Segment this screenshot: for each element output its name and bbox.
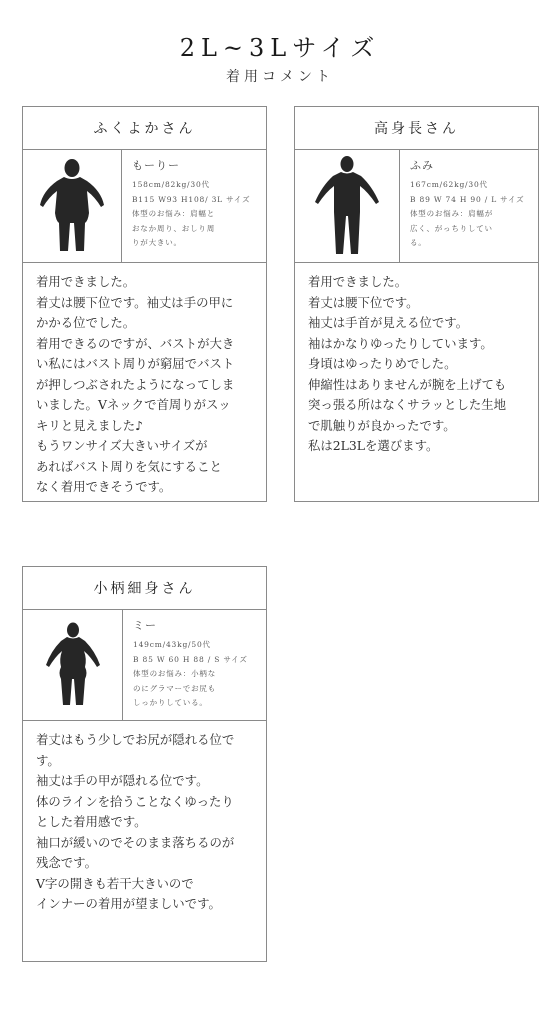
reviewer-type-label: 高身長さん <box>295 107 538 150</box>
reviewer-stats: 158cm/82kg/30代 <box>132 180 210 189</box>
comment-line: キリと見えました♪ <box>36 417 144 433</box>
comment-line: 着丈はもう少しでお尻が隠れる位で <box>36 732 235 747</box>
body-concern-line: しっかりしている。 <box>133 698 208 707</box>
comment-line: なく着用できそうです。 <box>36 479 172 494</box>
comment-line: かかる位でした。 <box>36 315 136 330</box>
comment-line: す。 <box>36 752 60 768</box>
silhouette-icon <box>295 149 400 262</box>
reviewer-card-tall <box>294 106 539 502</box>
reviewer-measurements: B115 W93 H108/ 3L サイズ <box>132 194 251 204</box>
comment-line: 袖口が緩いのでそのまま落ちるのが <box>36 834 235 850</box>
page-subtitle: 着用コメント <box>226 69 334 85</box>
comment-line: 突っ張る所はなくサラッとした生地 <box>308 397 507 412</box>
reviewer-profile <box>295 149 538 263</box>
comment-line: V字の開きも若干大きいので <box>36 875 194 891</box>
reviewer-nickname: ミー <box>133 619 157 632</box>
body-concern-line: 広く、がっちりしてい <box>410 223 493 233</box>
reviewer-nickname: もーりー <box>132 159 180 172</box>
comment-line: 着丈は腰下位です。袖丈は手の甲に <box>36 294 234 310</box>
body-concern-line: る。 <box>410 238 427 247</box>
reviewer-type-label: 小柄細身さん <box>23 567 266 610</box>
reviewer-nickname: ふみ <box>410 159 434 172</box>
silhouette-icon <box>23 609 123 720</box>
review-comment <box>23 262 266 501</box>
reviewer-profile <box>23 609 266 721</box>
reviewer-info <box>400 149 538 262</box>
reviewer-measurements: B 85 W 60 H 88 / S サイズ <box>133 654 248 664</box>
reviewer-profile <box>23 149 266 263</box>
body-concern-line: おなか周り、おしり周 <box>132 223 215 233</box>
reviewer-measurements: B 89 W 74 H 90 / L サイズ <box>410 194 525 204</box>
comment-line: 着用できるのですが、バストが大き <box>36 335 235 351</box>
comment-line: で肌触りが良かったです。 <box>308 417 456 433</box>
reviewer-card-plump <box>22 106 267 502</box>
reviewer-card-petite <box>22 566 267 962</box>
body-concern-line: 体型のお悩み：肩幅と <box>132 209 215 218</box>
comment-line: 袖丈は手首が見える位です。 <box>308 315 469 330</box>
body-concern-line: のにグラマーでお尻も <box>133 683 216 693</box>
comment-line: いました。Vネックで首周りがスッ <box>36 397 231 412</box>
body-concern-line: りが大きい。 <box>132 238 182 247</box>
reviewer-stats: 167cm/62kg/30代 <box>410 180 488 189</box>
body-concern-line: 体型のお悩み：小柄な <box>133 669 216 678</box>
comment-line: 伸縮性はありませんが腕を上げても <box>308 376 507 392</box>
silhouette-icon <box>23 149 122 262</box>
review-comment <box>23 720 266 961</box>
comment-line: 着用できました。 <box>36 274 136 289</box>
comment-line: が押しつぶされたようになってしま <box>36 376 235 392</box>
comment-line: もうワンサイズ大きいサイズが <box>36 438 208 453</box>
reviewer-info <box>122 149 266 262</box>
reviewer-stats: 149cm/43kg/50代 <box>133 640 211 649</box>
comment-line: 私は2L3Lを選びます。 <box>308 438 439 453</box>
comment-line: 着丈は腰下位です。 <box>308 294 419 310</box>
reviewer-info <box>123 609 266 720</box>
comment-line: 体のラインを拾うことなくゆったり <box>36 793 234 809</box>
comment-line: あればバスト周りを気にすること <box>36 458 222 474</box>
review-comment <box>295 262 538 501</box>
comment-line: インナーの着用が望ましいです。 <box>36 896 221 911</box>
comment-line: 袖丈は手の甲が隠れる位です。 <box>36 773 209 788</box>
comment-line: い私にはバスト周りが窮屈でバスト <box>36 356 235 371</box>
comment-line: とした着用感です。 <box>36 814 147 829</box>
comment-line: 身頃はゆったりめでした。 <box>308 356 457 371</box>
comment-line: 着用できました。 <box>308 274 408 289</box>
comment-line: 残念です。 <box>36 855 97 870</box>
comment-line: 袖はかなりゆったりしています。 <box>308 335 493 351</box>
page-title: 2L~3Lサイズ <box>179 34 381 62</box>
body-concern-line: 体型のお悩み：肩幅が <box>410 209 493 218</box>
reviewer-type-label: ふくよかさん <box>23 107 266 150</box>
